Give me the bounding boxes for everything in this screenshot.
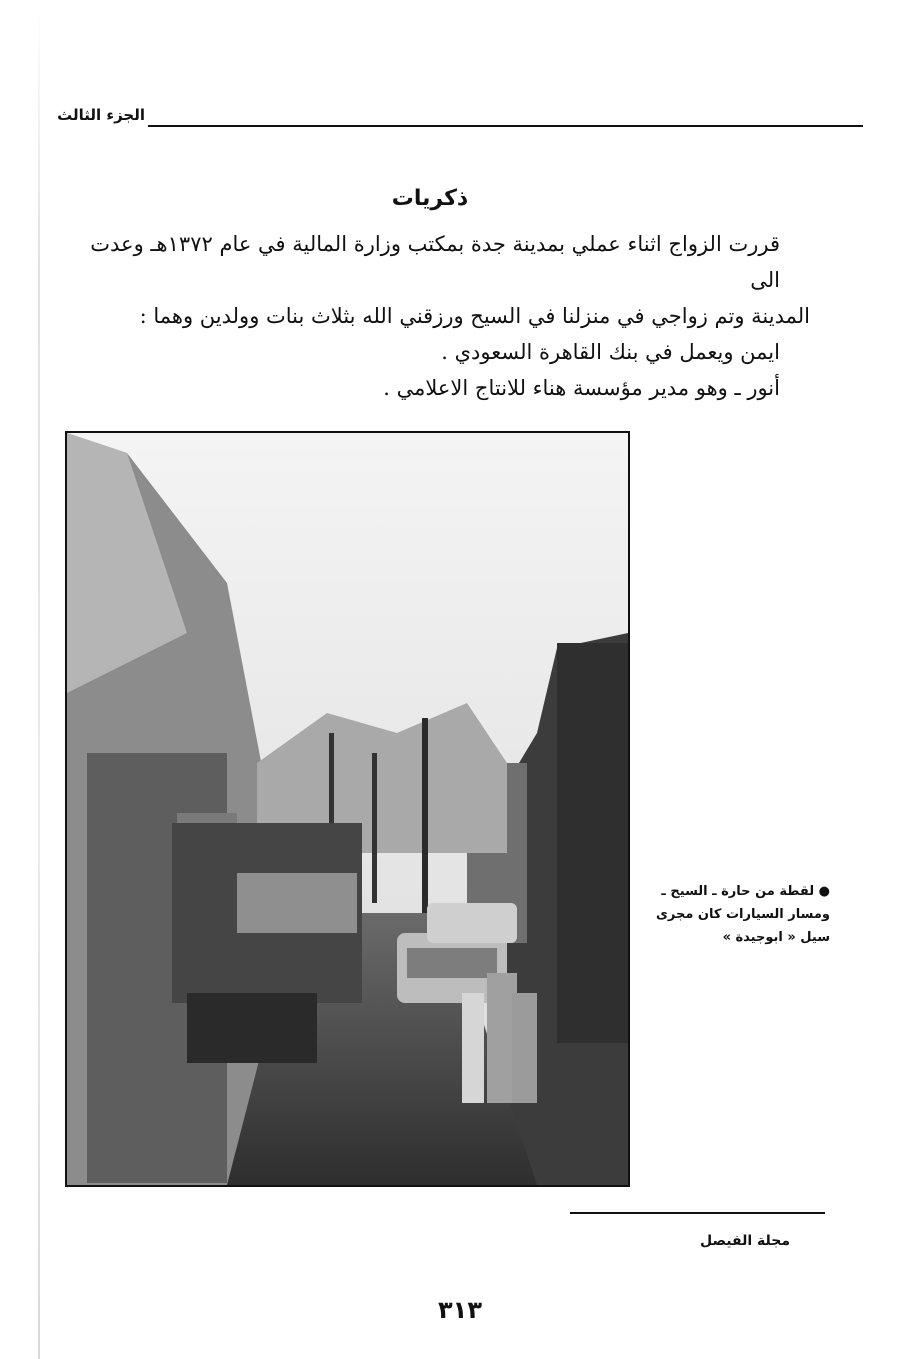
footer-rule: [570, 1212, 825, 1214]
body-text: [60, 226, 810, 406]
part-label: الجزء الثالث: [57, 106, 145, 124]
caption-line: ● لقطة من حارة ـ السيح ـ: [661, 884, 830, 899]
page-binding-edge: [38, 0, 40, 1359]
street-photo-illustration: [67, 433, 628, 1185]
photo-caption: [640, 880, 830, 949]
caption-line: سيل « ابوجيدة »: [722, 930, 830, 945]
body-line: المدينة وتم زواجي في منزلنا في السيح ورزقني الله بثلاث بنات وولدين وهما :: [139, 304, 810, 328]
body-line: ايمن ويعمل في بنك القاهرة السعودي .: [441, 340, 780, 364]
page-number: ٣١٣: [438, 1296, 482, 1324]
journal-name: مجلة الفيصل: [700, 1233, 790, 1249]
street-photo: [65, 431, 630, 1187]
header-rule: [148, 125, 863, 127]
section-title: ذكريات: [391, 186, 469, 211]
body-line: أنور ـ وهو مدير مؤسسة هناء للانتاج الاعلامي .: [383, 376, 780, 400]
caption-line: ومسار السيارات كان مجرى: [655, 907, 830, 922]
body-line: قررت الزواج اثناء عملي بمدينة جدة بمكتب وزارة المالية في عام ١٣٧٢هـ وعدت الى: [90, 232, 780, 292]
